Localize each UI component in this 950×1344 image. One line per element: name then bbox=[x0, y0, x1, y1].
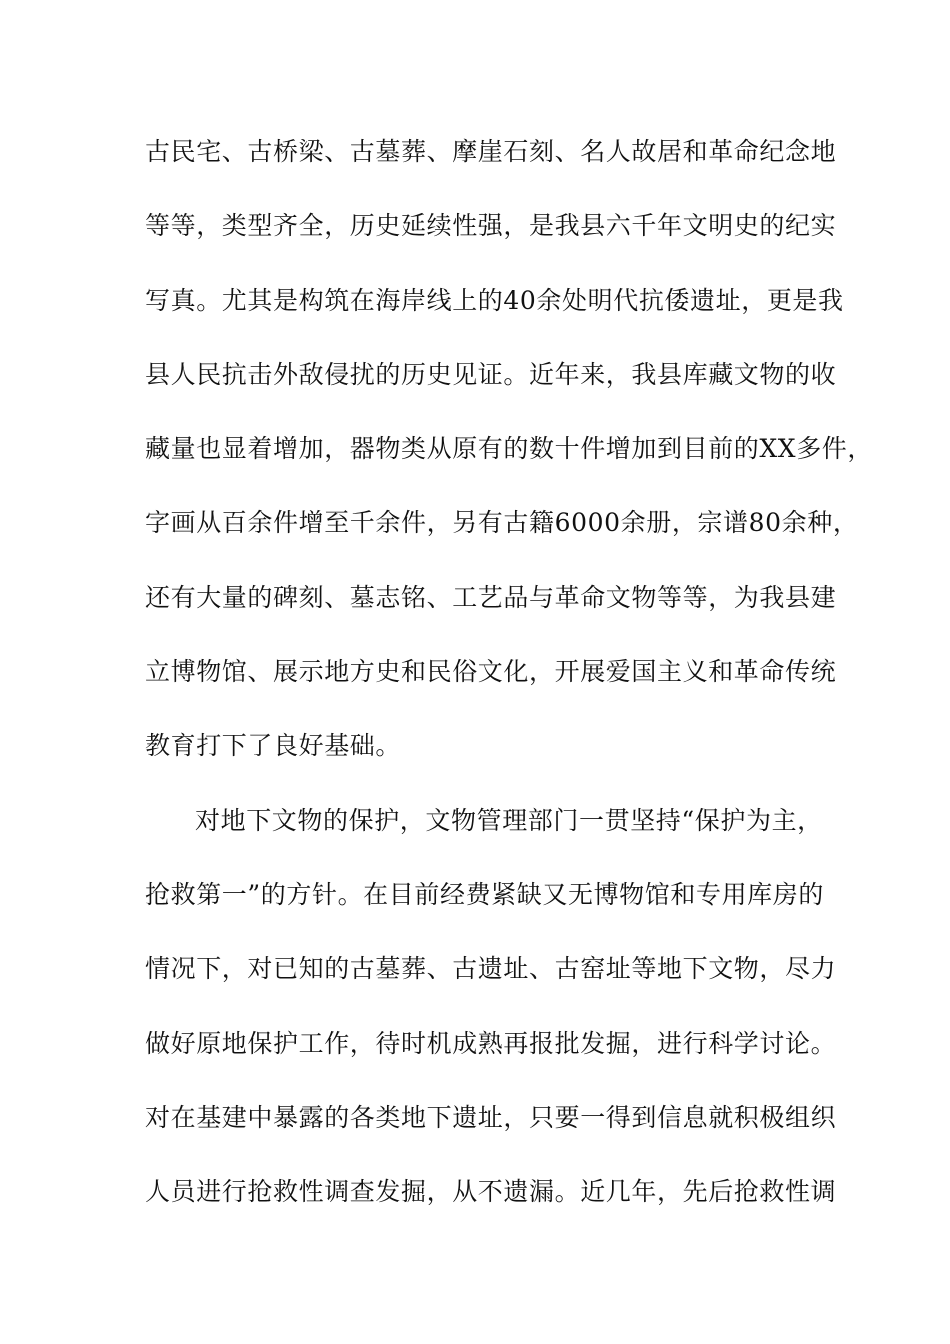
text-line: 情况下，对已知的古墓葬、古遗址、古窑址等地下文物，尽力 bbox=[145, 954, 837, 984]
text-line: 对在基建中暴露的各类地下遗址，只要一得到信息就积极组织 bbox=[145, 1102, 837, 1132]
paragraph-first-line: 对地下文物的保护，文物管理部门一贯坚持“保护为主， bbox=[195, 805, 823, 835]
text-line: 人员进行抢救性调查发掘，从不遗漏。近几年，先后抢救性调 bbox=[145, 1177, 837, 1207]
text-line: 古民宅、古桥梁、古墓葬、摩崖石刻、名人故居和革命纪念地 bbox=[145, 137, 837, 166]
text-line: 立博物馆、展示地方史和民俗文化，开展爱国主义和革命传统 bbox=[145, 657, 837, 687]
document-body bbox=[145, 130, 873, 1244]
text-line: 字画从百余件增至千余件，另有古籍6000余册，宗谱80余种， bbox=[145, 508, 859, 538]
text-line: 县人民抗击外敌侵扰的历史见证。近年来，我县库藏文物的收 bbox=[145, 359, 837, 389]
text-line: 等等，类型齐全，历史延续性强，是我县六千年文明史的纪实 bbox=[145, 211, 837, 241]
text-line: 藏量也显着增加，器物类从原有的数十件增加到目前的XX多件， bbox=[145, 434, 873, 464]
text-line: 还有大量的碑刻、墓志铭、工艺品与革命文物等等，为我县建 bbox=[145, 582, 837, 612]
text-line: 做好原地保护工作，待时机成熟再报批发掘，进行科学讨论。 bbox=[145, 1028, 837, 1058]
text-line: 抢救第一”的方针。在目前经费紧缺又无博物馆和专用库房的 bbox=[145, 879, 824, 909]
text-line: 教育打下了良好基础。 bbox=[145, 731, 402, 761]
text-line: 写真。尤其是构筑在海岸线上的40余处明代抗倭遗址，更是我 bbox=[145, 285, 844, 315]
